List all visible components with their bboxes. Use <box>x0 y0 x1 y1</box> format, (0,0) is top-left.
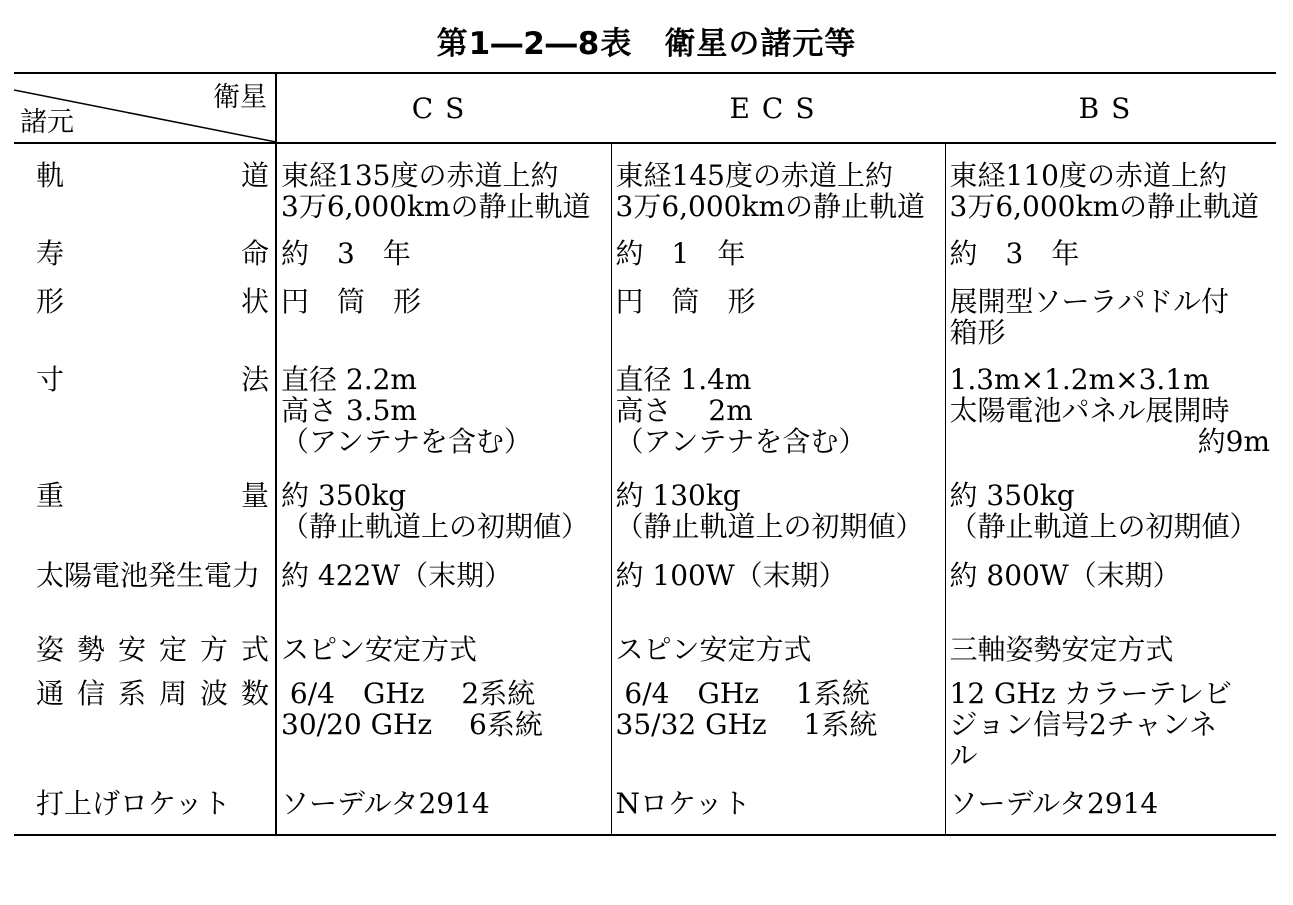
cell-line: 東経135度の赤道上約 <box>281 159 559 192</box>
row-label: 形状 <box>14 276 276 358</box>
cell-line: （アンテナを含む） <box>281 425 532 458</box>
table-cell <box>276 674 611 782</box>
table-cell <box>945 276 1276 358</box>
cell-line: ソーデルタ2914 <box>281 787 490 820</box>
cell-line: ル <box>949 739 978 772</box>
table-cell <box>276 472 611 552</box>
cell-line: スピン安定方式 <box>615 633 812 666</box>
cell-line: （静止軌道上の初期値） <box>949 510 1258 543</box>
cell-line: 約 100W（末期） <box>615 559 847 592</box>
cell-line: 約 800W（末期） <box>949 559 1181 592</box>
cell-line: 12 GHz カラーテレビ <box>949 677 1232 710</box>
table-cell <box>276 276 611 358</box>
table-cell <box>276 230 611 276</box>
table-cell <box>611 552 945 628</box>
cell-line: 6/4 GHz 1系統 <box>615 677 870 710</box>
cell-line: 約9m <box>1197 425 1270 458</box>
cell-line: （アンテナを含む） <box>615 425 867 458</box>
cell-line: 箱形 <box>949 316 1006 349</box>
row-label: 打上げロケット <box>14 782 276 835</box>
cell-line: スピン安定方式 <box>281 633 478 666</box>
table-cell <box>611 143 945 230</box>
cell-line: 展開型ソーラパドル付 <box>949 285 1229 318</box>
row-label: 軌道 <box>14 143 276 230</box>
row-label: 寸法 <box>14 358 276 472</box>
row-label: 姿勢安定方式 <box>14 628 276 674</box>
table-cell <box>611 276 945 358</box>
cell-line: 3万6,000kmの静止軌道 <box>281 190 591 223</box>
cell-line: Nロケット <box>615 787 751 820</box>
cell-line: 直径 2.2m <box>281 363 417 396</box>
table-title: 第1―2―8表 衛星の諸元等 <box>436 26 857 62</box>
table-cell <box>945 472 1276 552</box>
table-row <box>14 358 1276 472</box>
cell-line: 三軸姿勢安定方式 <box>949 633 1174 666</box>
header-ecs: ECS <box>729 91 827 125</box>
table-cell <box>611 628 945 674</box>
table-cell <box>611 472 945 552</box>
table-cell <box>611 674 945 782</box>
cell-line: 円 筒 形 <box>615 285 756 318</box>
cell-line: ソーデルタ2914 <box>949 787 1159 820</box>
table-cell <box>945 143 1276 230</box>
cell-line: 1.3m×1.2m×3.1m <box>949 363 1210 396</box>
table-cell <box>945 552 1276 628</box>
table-cell <box>945 358 1276 472</box>
table-row <box>14 143 1276 230</box>
table-row <box>14 552 1276 628</box>
table-cell <box>276 358 611 472</box>
row-label: 通信系周波数 <box>14 674 276 782</box>
table-cell <box>276 782 611 835</box>
table-cell <box>611 358 945 472</box>
cell-line: 30/20 GHz 6系統 <box>281 708 543 741</box>
cell-line: 約 422W（末期） <box>281 559 513 592</box>
table-row <box>14 782 1276 835</box>
table-row <box>14 674 1276 782</box>
cell-line: 約 130kg <box>615 479 741 512</box>
cell-line: 東経145度の赤道上約 <box>615 159 893 192</box>
cell-line: 3万6,000kmの静止軌道 <box>949 190 1259 223</box>
header-row <box>14 73 1276 143</box>
cell-line: 高さ 3.5m <box>281 394 417 427</box>
satellite-specs-table <box>14 72 1276 836</box>
corner-header-cell <box>14 73 276 143</box>
cell-line: 約 1 年 <box>615 237 746 270</box>
table-cell <box>945 230 1276 276</box>
table-row <box>14 472 1276 552</box>
row-label: 太陽電池発生電力 <box>14 552 276 628</box>
cell-line: 太陽電池パネル展開時 <box>949 394 1230 427</box>
cell-line: 約 3 年 <box>949 237 1080 270</box>
table-cell <box>276 552 611 628</box>
table-cell <box>611 782 945 835</box>
table-cell <box>276 143 611 230</box>
cell-line: 約 350kg <box>949 479 1075 512</box>
cell-line: 35/32 GHz 1系統 <box>615 708 878 741</box>
table-row <box>14 628 1276 674</box>
row-label: 重量 <box>14 472 276 552</box>
cell-line: 3万6,000kmの静止軌道 <box>615 190 925 223</box>
header-cs: CS <box>411 91 477 125</box>
row-label: 寿命 <box>14 230 276 276</box>
cell-line: 約 350kg <box>281 479 407 512</box>
cell-line: （静止軌道上の初期値） <box>281 510 590 543</box>
cell-line: 東経110度の赤道上約 <box>949 159 1227 192</box>
cell-line: 高さ 2m <box>615 394 753 427</box>
corner-label-specs: 諸元 <box>20 107 74 138</box>
corner-label-satellite: 衛星 <box>213 82 267 113</box>
table-cell <box>611 230 945 276</box>
cell-line: 直径 1.4m <box>615 363 752 396</box>
table-row <box>14 230 1276 276</box>
header-bs: BS <box>1078 91 1143 125</box>
cell-line: 約 3 年 <box>281 237 411 270</box>
cell-line: 6/4 GHz 2系統 <box>281 677 536 710</box>
table-cell <box>945 674 1276 782</box>
table-cell <box>945 782 1276 835</box>
table-row <box>14 276 1276 358</box>
cell-line: ジョン信号2チャンネ <box>949 708 1218 741</box>
table-cell <box>276 628 611 674</box>
cell-line: （静止軌道上の初期値） <box>615 510 924 543</box>
table-cell <box>945 628 1276 674</box>
cell-line: 円 筒 形 <box>281 285 422 318</box>
